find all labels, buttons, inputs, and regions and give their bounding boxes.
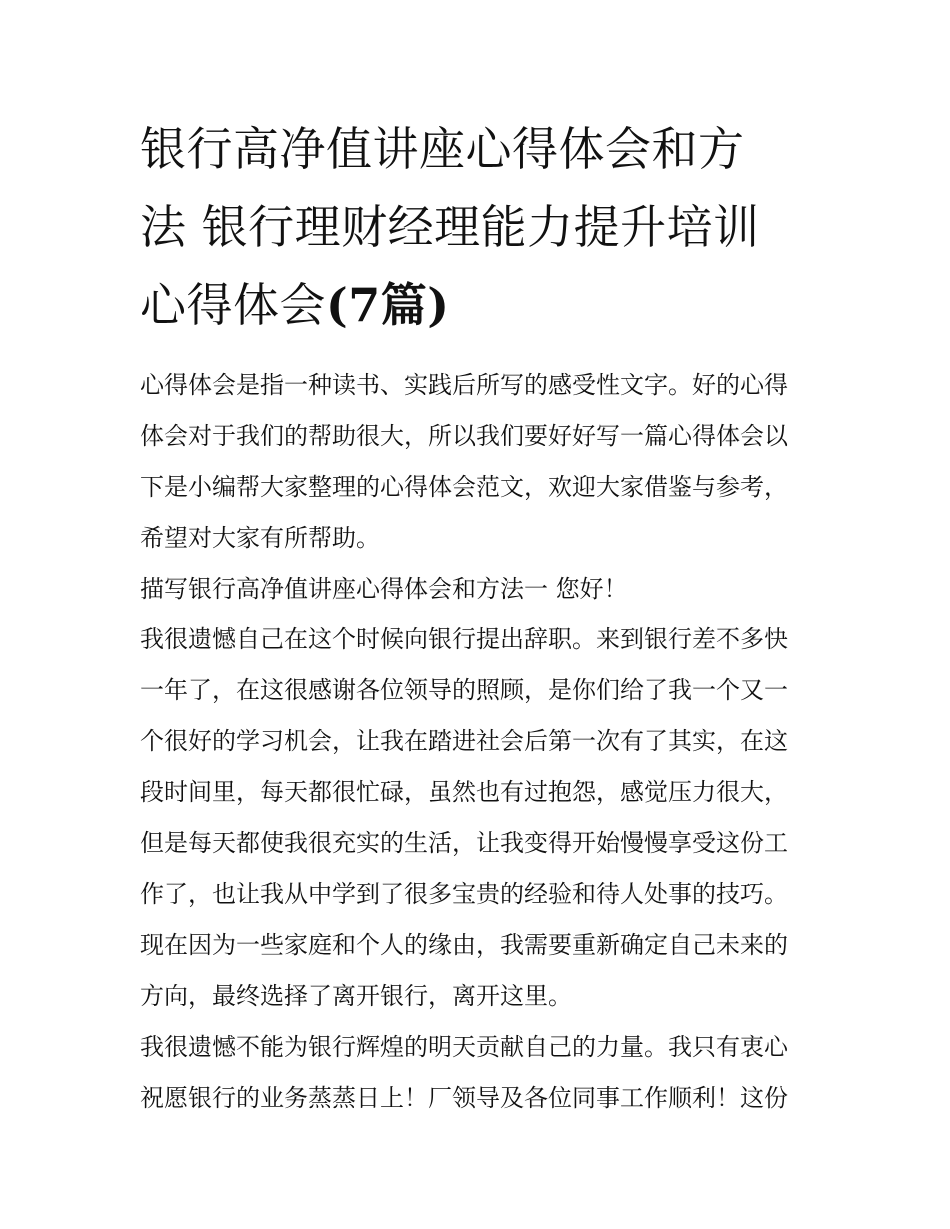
paragraph-resignation bbox=[140, 614, 815, 1022]
paragraph-line: 下是小编帮大家整理的心得体会范文，欢迎大家借鉴与参考， bbox=[140, 473, 788, 501]
paragraph-line: 段时间里，每天都很忙碌，虽然也有过抱怨，感觉压力很大， bbox=[140, 778, 788, 806]
title-line-3-text: 心得体会 bbox=[140, 278, 326, 332]
paragraph-line: 心得体会是指一种读书、实践后所写的感受性文字。好的心得 bbox=[140, 371, 788, 399]
title-suffix: (7篇) bbox=[326, 278, 450, 332]
paragraph-line: 希望对大家有所帮助。 bbox=[140, 524, 380, 552]
paragraph-line: 体会对于我们的帮助很大，所以我们要好好写一篇心得体会以 bbox=[140, 422, 788, 450]
paragraph-line: 现在因为一些家庭和个人的缘由，我需要重新确定自己未来的 bbox=[140, 931, 788, 959]
paragraph-line: 作了，也让我从中学到了很多宝贵的经验和待人处事的技巧。 bbox=[140, 880, 788, 908]
document-body bbox=[140, 360, 815, 1124]
title-line-1: 银行高净值讲座心得体会和方 bbox=[140, 122, 745, 176]
paragraph-line: 我很遗憾自己在这个时候向银行提出辞职。来到银行差不多快 bbox=[140, 625, 788, 653]
title-line-3 bbox=[140, 266, 815, 344]
paragraph-heading bbox=[140, 564, 815, 614]
document-title bbox=[140, 110, 815, 344]
paragraph-line: 方向，最终选择了离开银行，离开这里。 bbox=[140, 982, 572, 1010]
document-page bbox=[140, 110, 815, 1124]
paragraph-line: 但是每天都使我很充实的生活，让我变得开始慢慢享受这份工 bbox=[140, 829, 788, 857]
paragraph-closing bbox=[140, 1022, 815, 1124]
paragraph-intro bbox=[140, 360, 815, 564]
paragraph-line: 一年了，在这很感谢各位领导的照顾，是你们给了我一个又一 bbox=[140, 676, 788, 704]
title-line-2: 法 银行理财经理能力提升培训 bbox=[140, 200, 760, 254]
paragraph-line: 我很遗憾不能为银行辉煌的明天贡献自己的力量。我只有衷心 bbox=[140, 1033, 788, 1061]
paragraph-line: 描写银行高净值讲座心得体会和方法一 您好！ bbox=[140, 575, 628, 603]
paragraph-line: 个很好的学习机会，让我在踏进社会后第一次有了其实，在这 bbox=[140, 727, 788, 755]
paragraph-line: 祝愿银行的业务蒸蒸日上！厂领导及各位同事工作顺利！这份 bbox=[140, 1084, 788, 1112]
